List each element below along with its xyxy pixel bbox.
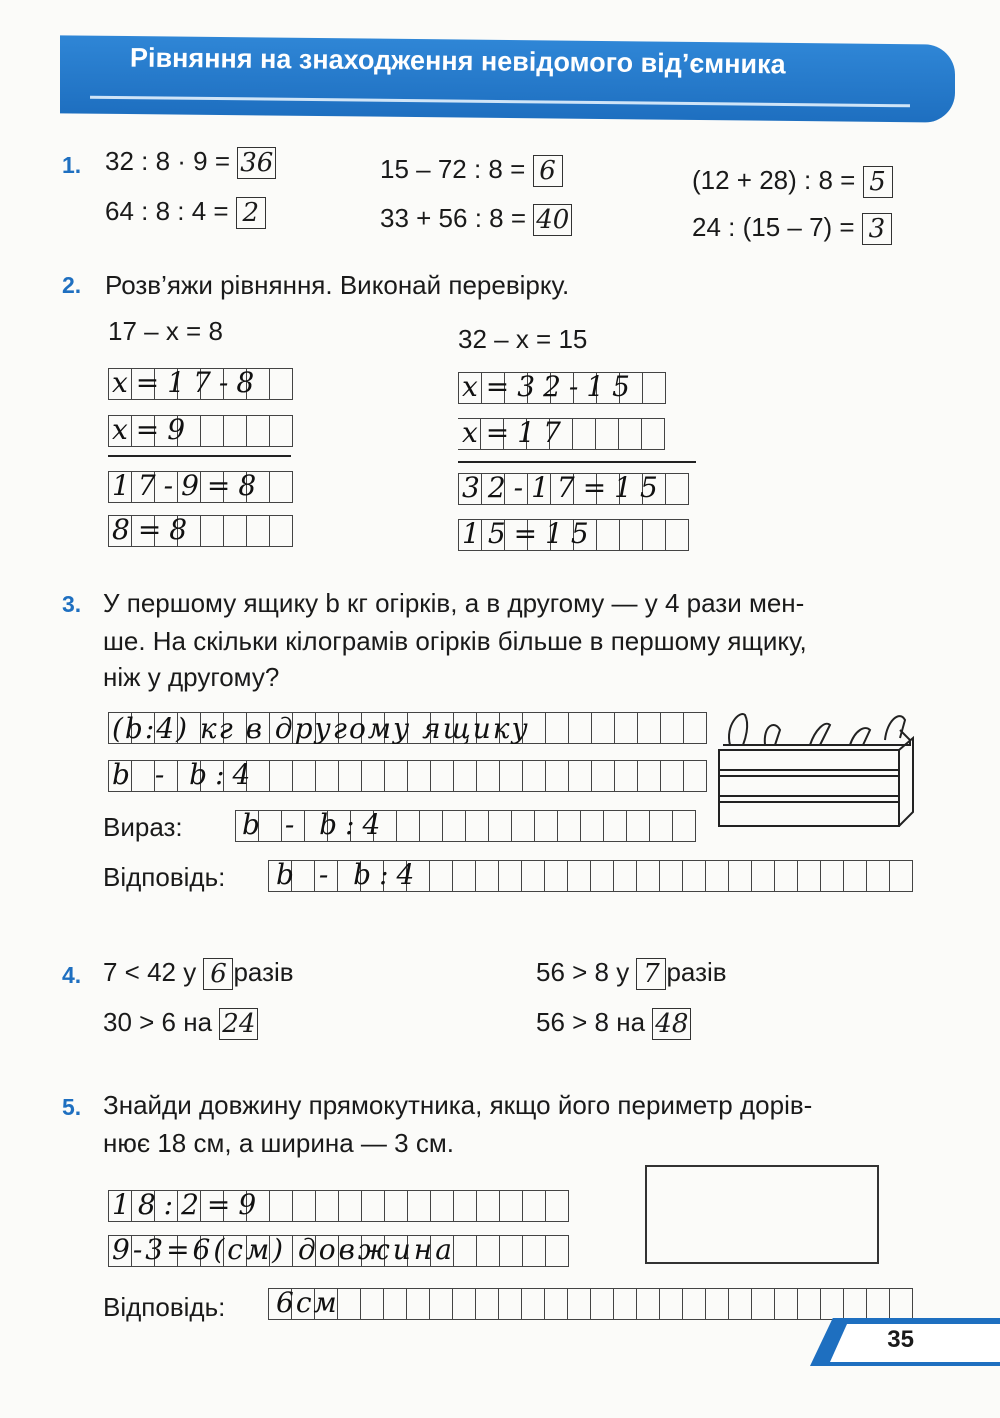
grid-cell[interactable] bbox=[775, 1288, 798, 1320]
expression-row: 15 – 72 : 8 = 6 bbox=[380, 154, 563, 187]
grid-cell[interactable] bbox=[627, 810, 650, 842]
answer-box[interactable]: 36 bbox=[237, 147, 276, 179]
grid-cell[interactable] bbox=[638, 712, 661, 744]
grid-cell[interactable] bbox=[775, 860, 798, 892]
expression-row: (12 + 28) : 8 = 5 bbox=[692, 165, 893, 198]
grid-cell[interactable] bbox=[614, 860, 637, 892]
grid-cell[interactable] bbox=[270, 760, 293, 792]
grid-cell[interactable] bbox=[454, 1190, 477, 1222]
grid-cell[interactable] bbox=[420, 810, 443, 842]
exercise-number: 5. bbox=[62, 1094, 82, 1120]
grid-cell[interactable] bbox=[592, 760, 615, 792]
grid-cell[interactable] bbox=[684, 760, 707, 792]
exercise-number: 4. bbox=[62, 962, 82, 988]
grid-cell[interactable] bbox=[408, 1190, 431, 1222]
page-number: 35 bbox=[887, 1326, 914, 1353]
grid-cell[interactable] bbox=[270, 471, 293, 503]
handwritten-line: 15=15 bbox=[462, 517, 597, 550]
comparison-row: 56 > 8 на 48 bbox=[536, 1007, 691, 1040]
grid-cell[interactable] bbox=[500, 760, 523, 792]
answer-label: Відповідь: bbox=[103, 862, 226, 892]
grid-cell[interactable] bbox=[666, 473, 689, 505]
grid-cell[interactable] bbox=[752, 1288, 775, 1320]
grid-cell[interactable] bbox=[637, 1288, 660, 1320]
expression-row: 64 : 8 : 4 = 2 bbox=[105, 196, 266, 229]
answer-box[interactable]: 3 bbox=[862, 213, 892, 245]
page-title: Рівняння на знаходження невідомого від’ємника bbox=[129, 42, 786, 80]
grid-cell[interactable] bbox=[821, 1288, 844, 1320]
grid-cell[interactable] bbox=[385, 760, 408, 792]
grid-cell[interactable] bbox=[890, 860, 913, 892]
grid-cell[interactable] bbox=[385, 1190, 408, 1222]
grid-cell[interactable] bbox=[683, 1288, 706, 1320]
grid-cell[interactable] bbox=[661, 760, 684, 792]
grid-cell[interactable] bbox=[546, 1190, 569, 1222]
handwritten-line: b - b:4 bbox=[242, 808, 389, 841]
grid-cell[interactable] bbox=[224, 415, 247, 447]
grid-cell[interactable] bbox=[591, 1288, 614, 1320]
grid-cell[interactable] bbox=[339, 1190, 362, 1222]
answer-box[interactable]: 5 bbox=[863, 166, 893, 198]
grid-cell[interactable] bbox=[545, 1288, 568, 1320]
grid-cell[interactable] bbox=[798, 860, 821, 892]
grid-cell[interactable] bbox=[661, 712, 684, 744]
handwritten-line: 17-9=8 bbox=[112, 469, 265, 502]
grid-cell[interactable] bbox=[684, 712, 707, 744]
grid-cell[interactable] bbox=[637, 860, 660, 892]
task-text: Розв’яжи рівняння. Виконай перевірку. bbox=[105, 270, 570, 300]
page-number-tab-inner bbox=[830, 1324, 1000, 1362]
answer-box[interactable]: 6 bbox=[533, 155, 563, 187]
rectangle-drawing bbox=[645, 1165, 879, 1264]
handwritten-line: 8=8 bbox=[112, 513, 196, 546]
answer-grid[interactable] bbox=[268, 1288, 913, 1320]
equation: 17 – x = 8 bbox=[108, 316, 223, 346]
grid-cell[interactable] bbox=[512, 810, 535, 842]
grid-cell[interactable] bbox=[270, 515, 293, 547]
grid-cell[interactable] bbox=[615, 760, 638, 792]
grid-cell[interactable] bbox=[568, 1288, 591, 1320]
grid-cell[interactable] bbox=[201, 415, 224, 447]
grid-cell[interactable] bbox=[597, 519, 620, 551]
grid-cell[interactable] bbox=[706, 860, 729, 892]
grid-cell[interactable] bbox=[546, 712, 569, 744]
grid-cell[interactable] bbox=[522, 1288, 545, 1320]
grid-cell[interactable] bbox=[499, 860, 522, 892]
grid-cell[interactable] bbox=[270, 368, 293, 400]
expression-row: 32 : 8 · 9 = 36 bbox=[105, 146, 276, 179]
handwritten-line: x=9 bbox=[112, 413, 194, 446]
equation: 32 – x = 15 bbox=[458, 324, 588, 354]
task-text: У першому ящику b кг огірків, а в другому — у 4 рази мен- bbox=[103, 588, 805, 618]
grid-cell[interactable] bbox=[499, 1288, 522, 1320]
grid-cell[interactable] bbox=[408, 760, 431, 792]
answer-box[interactable]: 24 bbox=[219, 1008, 258, 1040]
cucumber-crate-illustration bbox=[715, 700, 920, 830]
grid-cell[interactable] bbox=[443, 810, 466, 842]
grid-cell[interactable] bbox=[384, 1288, 407, 1320]
grid-cell[interactable] bbox=[247, 415, 270, 447]
task-text: нює 18 см, а ширина — 3 см. bbox=[103, 1128, 454, 1158]
grid-cell[interactable] bbox=[454, 760, 477, 792]
grid-cell[interactable] bbox=[477, 1235, 500, 1267]
grid-cell[interactable] bbox=[706, 1288, 729, 1320]
grid-cell[interactable] bbox=[867, 860, 890, 892]
expression-row: 33 + 56 : 8 = 40 bbox=[380, 203, 572, 236]
expression-row: 24 : (15 – 7) = 3 bbox=[692, 212, 892, 245]
comparison-row: 30 > 6 на 24 bbox=[103, 1007, 258, 1040]
grid-cell[interactable] bbox=[614, 1288, 637, 1320]
grid-cell[interactable] bbox=[660, 860, 683, 892]
grid-cell[interactable] bbox=[591, 860, 614, 892]
grid-cell[interactable] bbox=[247, 515, 270, 547]
grid-cell[interactable] bbox=[500, 1190, 523, 1222]
grid-cell[interactable] bbox=[397, 810, 420, 842]
grid-cell[interactable] bbox=[535, 810, 558, 842]
grid-cell[interactable] bbox=[430, 1288, 453, 1320]
answer-box[interactable]: 7 bbox=[636, 958, 666, 990]
grid-cell[interactable] bbox=[339, 760, 362, 792]
grid-cell[interactable] bbox=[729, 860, 752, 892]
handwritten-line: x=32-15 bbox=[462, 370, 638, 403]
exercise-number: 1. bbox=[62, 152, 82, 178]
grid-cell[interactable] bbox=[500, 1235, 523, 1267]
grid-cell[interactable] bbox=[568, 860, 591, 892]
handwritten-line: x=17 bbox=[462, 416, 569, 449]
grid-cell[interactable] bbox=[224, 515, 247, 547]
grid-cell[interactable] bbox=[477, 760, 500, 792]
grid-cell[interactable] bbox=[673, 810, 696, 842]
answer-label: Відповідь: bbox=[103, 1292, 226, 1322]
grid-cell[interactable] bbox=[316, 1190, 339, 1222]
grid-cell[interactable] bbox=[546, 1235, 569, 1267]
grid-cell[interactable] bbox=[523, 1235, 546, 1267]
grid-cell[interactable] bbox=[752, 860, 775, 892]
grid-cell[interactable] bbox=[293, 1190, 316, 1222]
answer-box[interactable]: 2 bbox=[236, 197, 266, 229]
handwritten-line: (b:4) кг в другому ящику bbox=[112, 712, 530, 745]
task-text: ніж у другому? bbox=[103, 662, 280, 692]
grid-cell[interactable] bbox=[798, 1288, 821, 1320]
task-text: ше. На скільки кілограмів огірків більше в першому ящику, bbox=[103, 626, 807, 656]
handwritten-line: 9-3=6(см) довжина bbox=[112, 1233, 455, 1266]
grid-cell[interactable] bbox=[581, 810, 604, 842]
grid-cell[interactable] bbox=[453, 1288, 476, 1320]
exercise-number: 2. bbox=[62, 272, 82, 298]
grid-cell[interactable] bbox=[466, 810, 489, 842]
grid-cell[interactable] bbox=[201, 515, 224, 547]
grid-cell[interactable] bbox=[476, 860, 499, 892]
grid-cell[interactable] bbox=[604, 810, 627, 842]
grid-cell[interactable] bbox=[558, 810, 581, 842]
comparison-row: 56 > 8 у 7 разів bbox=[536, 957, 727, 990]
grid-cell[interactable] bbox=[729, 1288, 752, 1320]
grid-cell[interactable] bbox=[546, 760, 569, 792]
grid-cell[interactable] bbox=[476, 1288, 499, 1320]
grid-cell[interactable] bbox=[643, 519, 666, 551]
grid-cell[interactable] bbox=[569, 760, 592, 792]
grid-cell[interactable] bbox=[615, 712, 638, 744]
answer-box[interactable]: 6 bbox=[203, 958, 233, 990]
task-text: Знайди довжину прямокутника, якщо його периметр дорів- bbox=[103, 1090, 813, 1120]
grid-cell[interactable] bbox=[619, 418, 642, 450]
check-divider bbox=[108, 455, 291, 457]
grid-cell[interactable] bbox=[270, 1190, 293, 1222]
grid-cell[interactable] bbox=[890, 1288, 913, 1320]
handwritten-line: b - b:4 bbox=[112, 758, 259, 791]
grid-cell[interactable] bbox=[362, 760, 385, 792]
exercise-number: 3. bbox=[62, 591, 82, 617]
grid-cell[interactable] bbox=[522, 860, 545, 892]
grid-cell[interactable] bbox=[683, 860, 706, 892]
handwritten-line: x=17-8 bbox=[112, 366, 263, 399]
grid-cell[interactable] bbox=[430, 860, 453, 892]
grid-cell[interactable] bbox=[844, 860, 867, 892]
grid-cell[interactable] bbox=[844, 1288, 867, 1320]
grid-cell[interactable] bbox=[642, 418, 665, 450]
grid-cell[interactable] bbox=[523, 760, 546, 792]
grid-cell[interactable] bbox=[592, 712, 615, 744]
expression-label: Вираз: bbox=[103, 812, 183, 842]
grid-cell[interactable] bbox=[638, 760, 661, 792]
grid-cell[interactable] bbox=[573, 418, 596, 450]
grid-cell[interactable] bbox=[270, 415, 293, 447]
comparison-row: 7 < 42 у 6 разів bbox=[103, 957, 294, 990]
grid-cell[interactable] bbox=[453, 860, 476, 892]
grid-cell[interactable] bbox=[650, 810, 673, 842]
grid-cell[interactable] bbox=[867, 1288, 890, 1320]
grid-cell[interactable] bbox=[620, 519, 643, 551]
grid-cell[interactable] bbox=[431, 760, 454, 792]
grid-cell[interactable] bbox=[643, 372, 666, 404]
handwritten-line: 18:2=9 bbox=[112, 1188, 265, 1221]
grid-cell[interactable] bbox=[545, 860, 568, 892]
handwritten-line: 6см bbox=[276, 1286, 339, 1319]
grid-cell[interactable] bbox=[477, 1190, 500, 1222]
grid-cell[interactable] bbox=[821, 860, 844, 892]
handwritten-line: 32-17=15 bbox=[462, 471, 666, 504]
grid-cell[interactable] bbox=[361, 1288, 384, 1320]
answer-box[interactable]: 48 bbox=[652, 1008, 691, 1040]
grid-cell[interactable] bbox=[454, 1235, 477, 1267]
grid-cell[interactable] bbox=[293, 760, 316, 792]
check-divider bbox=[458, 461, 696, 463]
grid-cell[interactable] bbox=[431, 1190, 454, 1222]
answer-box[interactable]: 40 bbox=[533, 204, 572, 236]
grid-cell[interactable] bbox=[338, 1288, 361, 1320]
grid-cell[interactable] bbox=[362, 1190, 385, 1222]
handwritten-line: b - b:4 bbox=[276, 858, 423, 891]
grid-cell[interactable] bbox=[407, 1288, 430, 1320]
grid-cell[interactable] bbox=[596, 418, 619, 450]
grid-cell[interactable] bbox=[569, 712, 592, 744]
grid-cell[interactable] bbox=[316, 760, 339, 792]
grid-cell[interactable] bbox=[660, 1288, 683, 1320]
grid-cell[interactable] bbox=[523, 1190, 546, 1222]
grid-cell[interactable] bbox=[489, 810, 512, 842]
grid-cell[interactable] bbox=[666, 519, 689, 551]
